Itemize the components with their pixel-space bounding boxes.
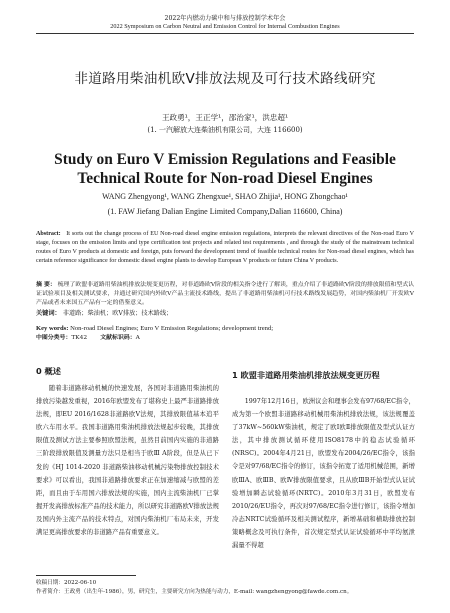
section-1-paragraph: 1997年12月16日，欧洲议会和理事会发布97/68/EC指令，成为第一个欧盟非道路移动机械用柴油机排放法规，该法规覆盖了37kW~560kW柴油机，规定了欧Ⅰ欧Ⅱ排放限值及型式认证方法，其中排放测试循环使用ISO8178中的稳态试验循环(NRSC)。2004年4月21日，欧盟发布2004/26/EC指令，该指令是对97/68/EC指令的修订，该指令拓宽了适用机械范围，新增欧ⅢA、欧ⅢB、欧Ⅳ排放限值要求，且从欧ⅢB开始型式认证试验增加瞬态试验循环(NRTC)。2010年3月31日，欧盟发布2010/26/EU指令，再次对97/68/EC指令进行修订，该指令增加冷态NRTC试验循环及相关测试程序，新增基础和横助排放控制策略概念及可执行条件，首次规定型式认证试验循环中平均氨泄漏量不得超 xyxy=(232,398,415,550)
english-authors: WANG Zhengyong¹, WANG Zhengxue¹, SHAO Zhijia¹, HONG Zhongchao¹ xyxy=(102,192,348,201)
english-affiliation: (1. FAW Jiefang Dalian Engine Limited Company,Dalian 116600, China) xyxy=(107,207,343,216)
running-head-zh: 2022年内燃动力碳中和与排放控制学术年会 xyxy=(164,15,286,22)
chinese-abstract xyxy=(36,281,414,307)
footnote-rule xyxy=(36,575,136,576)
english-keywords-text: Non-road Diesel Engines; Euro V Emission Regulations; development trend; xyxy=(70,325,274,332)
document-code-value: A xyxy=(135,335,140,341)
clc-label: 中图分类号： xyxy=(36,334,72,341)
english-title-line-1: Study on Euro V Emission Regulations and Feasible xyxy=(54,151,396,168)
section-0-heading: 0 概述 xyxy=(36,366,61,376)
chinese-affiliation: (1. 一汽解放大连柴油机有限公司，大连 116600) xyxy=(147,126,303,134)
chinese-abstract-label: 摘 要： xyxy=(36,281,56,288)
abstract-text: It sorts out the change process of EU Non-road diesel engine emission regulations, interprets the relevant directives of the Non-road Euro V stage, focuses on the emission limits and type certification test projects and related test requirements , and through the study of the mainstream technical routes of Euro V products at domestic and foreign, puts forward the development trend of feasible technical routes for Non-road diesel engines, which has certain reference significance for domestic diesel engine plants to develop European V products or future China V products. xyxy=(36,231,414,264)
footnote-received: 收稿日期：2022-06-10 xyxy=(36,580,97,586)
chinese-authors: 王政勇¹，王正学¹，邵治家¹，洪忠超¹ xyxy=(161,113,289,122)
section-0-paragraph: 随着非道路移动机械的快速发展，各国对非道路用柴油机的排放污染越发重视，2016年欧盟发布了堪称史上最严非道路排放法规，即EU 2016/1628非道路欧Ⅴ法规，其排放限值基本追平欧六车用水平。我国非道路用柴油机排放法规起步较晚，其排放限值及测试方法主要参照欧盟法规，虽然目前国内实施的非道路三阶段排放限值及测量方法只是相当于欧Ⅲ A阶段，但是从已下发的《HJ 1014-2020 非道路柴油移动机械污染物排放控制技术要求》可以看出，我国非道路排放要求正在加速缩减与欧盟的差距，而且由于车用国六排放法规的实施，国内主流柴油机厂已掌握开发高排放标准产品的技术能力，所以研究非道路欧Ⅴ排放法规及国内外主流产品的技术特点，对国内柴油机厂布局未来，开发满足更高排放要求的非道路产品有重要意义。 xyxy=(36,385,219,537)
classification-line xyxy=(36,334,414,342)
clc-value: TK42 xyxy=(71,335,88,341)
chinese-keywords-label: 关键词： xyxy=(36,310,61,317)
section-1-body xyxy=(232,395,415,557)
section-1-heading: 1 欧盟非道路用柴油机排放法规变更历程 xyxy=(232,370,380,380)
english-title-line-2: Technical Route for Non-road Diesel Engines xyxy=(77,170,373,187)
english-abstract xyxy=(36,230,414,266)
english-title xyxy=(0,150,450,188)
chinese-keywords-text: 非道路；柴油机；欧Ⅴ排放；技术路线； xyxy=(62,310,173,317)
chinese-title: 非道路用柴油机欧Ⅴ排放法规及可行技术路线研究 xyxy=(74,71,376,87)
chinese-abstract-text: 梳理了欧盟非道路用柴油机排放法规变更历程，对非道路欧Ⅴ阶段的相关指令进行了解读，重点介绍了非道路欧Ⅴ阶段的排放限值和型式认证试验项目及相关测试要求，并通过研究国内外欧Ⅴ产品主流技术路线，提出了非道路用柴油机可行技术路线发展趋势，对国内柴油机厂开发欧Ⅴ产品或者未来国五产品有一定的借鉴意义。 xyxy=(36,282,414,306)
english-keywords xyxy=(36,324,414,333)
chinese-keywords xyxy=(36,309,414,318)
header-rule xyxy=(36,33,414,34)
document-code-label: 文献标识码： xyxy=(100,334,136,341)
footnote-author: 作者简介：王政勇（出生年-1986），男，研究生，主要研究方向为热能与动力，E-mail: wangzhengyong@fawde.com.cn。 xyxy=(36,589,353,595)
english-keywords-label: Key words: xyxy=(36,325,69,332)
running-head-en: 2022 Symposium on Carbon Neutral and Emission Control for Internal Combustion Engines xyxy=(110,23,340,30)
abstract-label: Abstract: xyxy=(36,231,61,237)
section-0-body xyxy=(36,382,219,552)
